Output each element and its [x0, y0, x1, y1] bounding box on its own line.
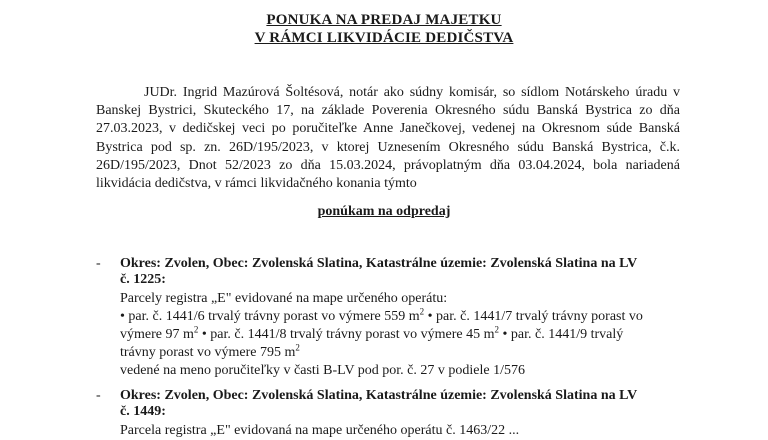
- parcel-text: • par. č. 1441/8 trvalý trávny porast vo výmere 45 m: [198, 327, 495, 342]
- superscript: 2: [295, 342, 300, 353]
- superscript: 2: [419, 306, 425, 317]
- intro-line: JUDr. Ingrid Mazúrová Šoltésová, notár ako súdny komisár, so sídlom Notárskeho úradu: [144, 85, 668, 100]
- document-title-line-1: PONUKA NA PREDAJ MAJETKU: [266, 12, 502, 28]
- parcel-text: trávny porast vo výmere 795 m: [120, 345, 296, 360]
- property-item-heading: Okres: Zvolen, Obec: Zvolenská Slatina, Katastrálne územie: Zvolenská Slatina na LV č. 1225:: [120, 256, 638, 287]
- register-line: Parcely registra „E" evidované na mape určeného operátu:: [120, 291, 448, 306]
- list-dash: -: [96, 256, 101, 271]
- property-item-body: [120, 422, 680, 440]
- superscript: 2: [494, 324, 499, 335]
- intro-line: nariadená likvidácia dedičstva, v rámci likvidačného konania týmto: [96, 157, 680, 192]
- intro-paragraph: [96, 84, 680, 193]
- intro-line: Banská Bystrica pod sp. zn. 26D/195/2023, v ktorej Uznesením Okresného súdu Banská Bystrica,: [96, 121, 680, 155]
- offer-heading: ponúkam na odpredaj: [317, 204, 451, 219]
- document-title-line-2: V RÁMCI LIKVIDÁCIE DEDIČSTVA: [254, 30, 514, 46]
- parcel-text: • par. č. 1441/9 trvalý: [499, 327, 624, 342]
- property-item-heading: Okres: Zvolen, Obec: Zvolenská Slatina, Katastrálne územie: Zvolenská Slatina na LV č. 1449:: [120, 388, 638, 419]
- parcel-text: • par. č. 1441/7 trvalý trávny porast vo: [424, 309, 643, 324]
- owner-line: vedené na meno poručiteľky v časti B-LV pod por. č. 27 v podiele 1/576: [120, 363, 525, 378]
- list-dash: -: [96, 388, 101, 403]
- intro-line: č.k. 26D/195/2023, Dnot 52/2023 zo dňa 15.03.2024, právoplatným dňa 03.04.2024, bola: [96, 139, 681, 173]
- intro-line: v Banskej Bystrici, Skuteckého 17, na základe Poverenia Okresného súdu Banská Bystrica: [96, 85, 681, 119]
- intro-line: zo dňa 27.03.2023, v dedičskej veci po poručiteľke Anne Janečkovej, vedenej na Okresnom súde: [96, 103, 681, 137]
- parcel-text: výmere 97 m: [120, 327, 194, 342]
- register-line: Parcela registra „E" evidovaná na mape určeného operátu č. 1463/22 ...: [120, 423, 520, 438]
- superscript: 2: [193, 324, 199, 335]
- property-item-body: [120, 290, 680, 380]
- parcel-text: • par. č. 1441/6 trvalý trávny porast vo výmere 559 m: [120, 309, 420, 324]
